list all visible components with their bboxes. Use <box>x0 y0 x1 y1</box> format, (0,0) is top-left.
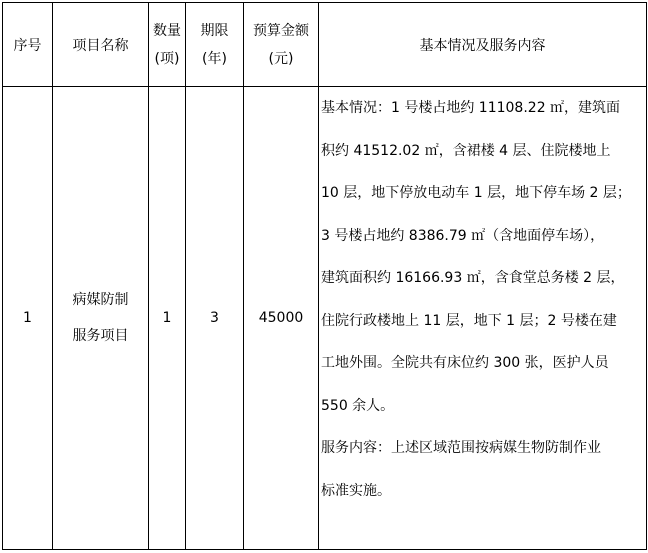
header-name: 项目名称 <box>53 3 149 87</box>
header-budget-line1: 预算金额 <box>253 22 309 39</box>
content-line: 工地外围。全院共有床位约 300 张，医护人员 <box>321 355 609 371</box>
row-name <box>53 87 149 550</box>
header-budget <box>244 3 319 87</box>
content-line: 住院行政楼地上 11 层，地下 1 层；2 号楼在建 <box>321 312 617 329</box>
header-period-line1: 期限 <box>200 22 229 39</box>
header-content: 基本情况及服务内容 <box>319 3 647 87</box>
row-budget: 45000 <box>244 87 319 550</box>
content-line: 建筑面积约 16166.93 ㎡，含食堂总务楼 2 层， <box>321 270 625 286</box>
content-line: 10 层，地下停放电动车 1 层，地下停车场 2 层； <box>321 185 631 201</box>
content-line: 积约 41512.02 ㎡，含裙楼 4 层、住院楼地上 <box>321 142 611 159</box>
header-row <box>3 3 647 87</box>
row-period: 3 <box>186 87 244 550</box>
table-row <box>3 87 647 550</box>
content-line: 基本情况：1 号楼占地约 11108.22 ㎡，建筑面 <box>321 100 621 116</box>
header-qty <box>149 3 186 87</box>
row-seq: 1 <box>3 87 53 550</box>
header-period <box>186 3 244 87</box>
content-line: 服务内容：上述区域范围按病媒生物防制作业 <box>321 440 601 456</box>
header-qty-line1: 数量 <box>153 22 181 39</box>
content-line: 550 余人。 <box>321 397 395 414</box>
row-name-line2: 服务项目 <box>72 328 129 344</box>
content-line: 3 号楼占地约 8386.79 ㎡（含地面停车场）， <box>321 227 605 244</box>
row-qty: 1 <box>149 87 186 550</box>
header-budget-line2: (元) <box>268 50 294 67</box>
content-line: 标准实施。 <box>321 482 391 499</box>
row-content <box>319 87 647 550</box>
header-period-line2: (年) <box>202 50 227 67</box>
header-qty-line2: (项) <box>154 50 180 67</box>
service-table <box>2 2 647 550</box>
header-seq: 序号 <box>3 3 53 87</box>
row-name-line1: 病媒防制 <box>72 292 129 308</box>
